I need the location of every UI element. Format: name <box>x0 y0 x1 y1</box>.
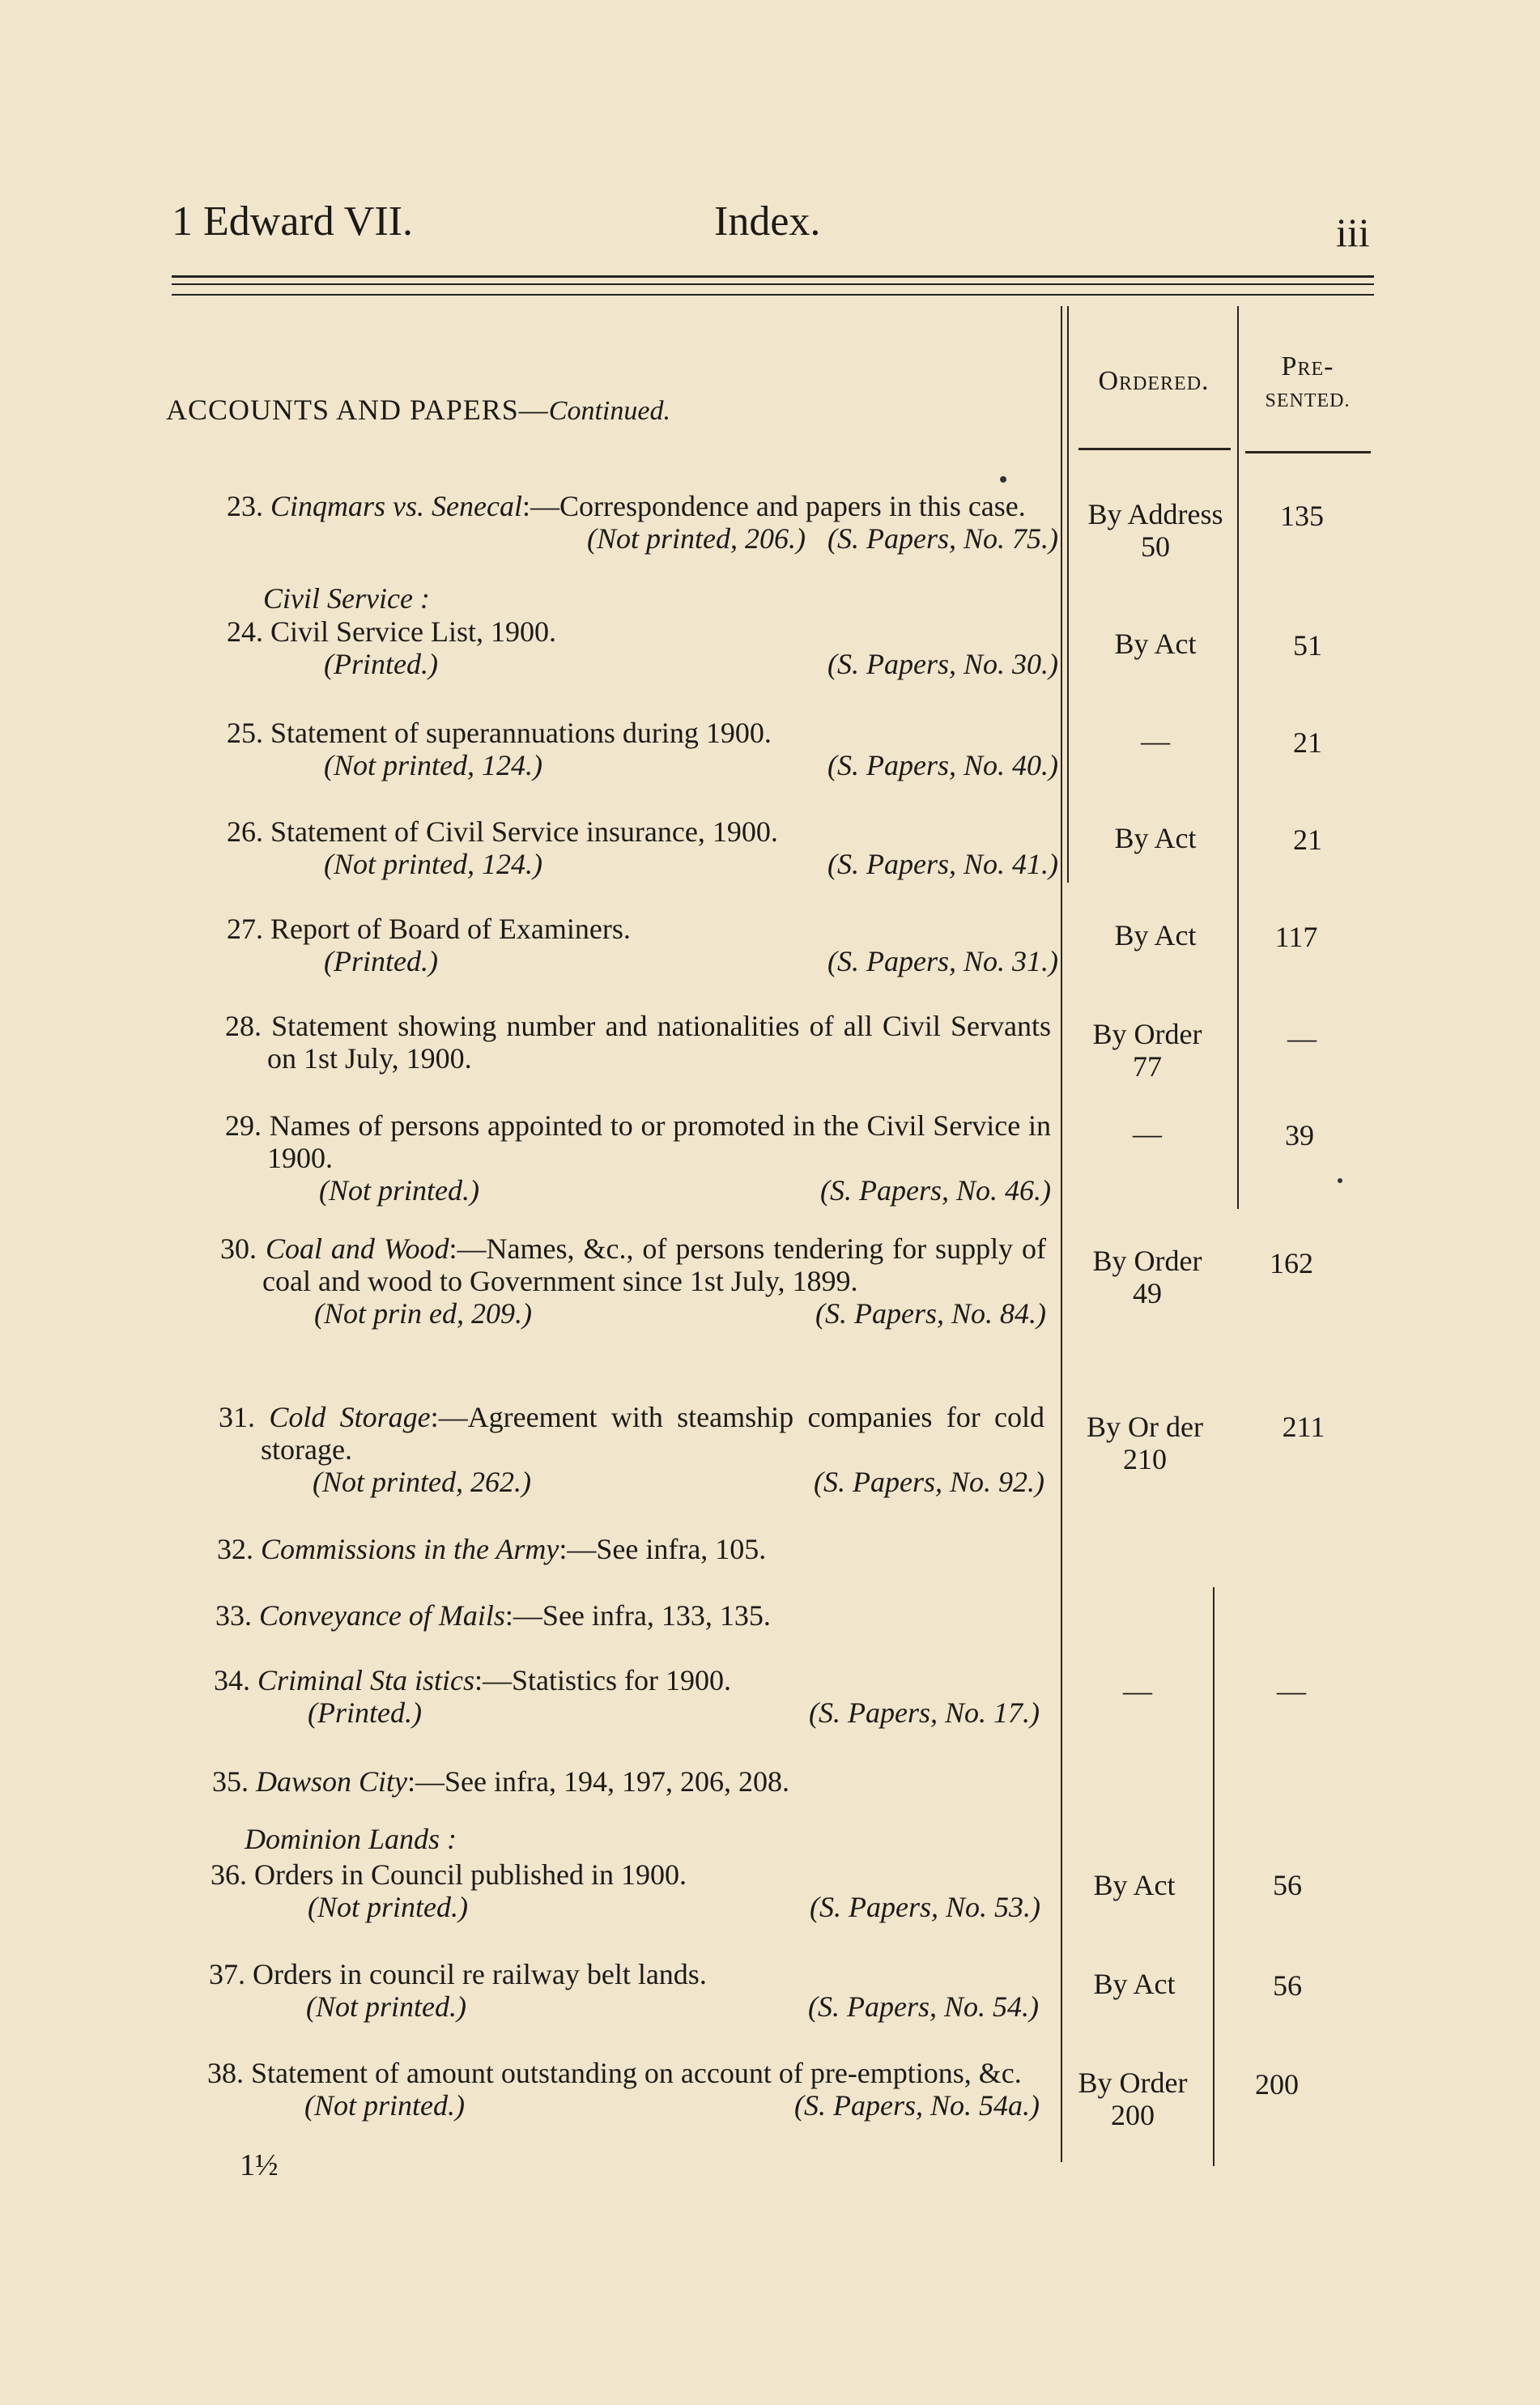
entry-ref-right: (S. Papers, No. 41.) <box>827 848 1058 880</box>
entry-ref-right: (S. Papers, No. 40.) <box>827 749 1058 781</box>
entry-ref-right: (S. Papers, No. 31.) <box>827 945 1058 977</box>
ordered-38: By Order 200 <box>1078 2067 1188 2131</box>
entry-number: 35. <box>212 1765 249 1798</box>
entry-number: 31. <box>219 1401 255 1433</box>
entry-25 <box>227 717 1058 781</box>
entry-23 <box>227 490 1058 522</box>
ordered-37: By Act <box>1093 1968 1176 2000</box>
entry-ref-left: (Not printed, 124.) <box>324 749 542 781</box>
entry-ref-left: (Not printed, 206.) <box>587 522 806 555</box>
entry-italic-title: Commissions in the Army <box>261 1533 559 1565</box>
ordered-26: By Act <box>1114 822 1197 854</box>
presented-25: 21 <box>1293 726 1322 759</box>
header-rule-top <box>172 275 1374 278</box>
header-title: Index. <box>714 198 821 245</box>
entry-text: :—Agreement with steamship companies for cold storage. <box>261 1401 1044 1466</box>
entry-ref-left: (Not prin ed, 209.) <box>314 1297 532 1330</box>
entry-37 <box>209 1958 1039 2023</box>
entry-ref-right: (S. Papers, No. 54.) <box>808 1990 1039 2023</box>
entry-ref-left: (Not printed, 124.) <box>324 848 542 880</box>
presented-27: 117 <box>1274 921 1318 953</box>
entry-text: Orders in Council published in 1900. <box>254 1858 687 1891</box>
entry-number: 37. <box>209 1958 245 1990</box>
ordered-28: By Order 77 <box>1092 1018 1202 1083</box>
entry-text: :—Statistics for 1900. <box>474 1664 732 1696</box>
entry-ref-left: (Not printed.) <box>304 2089 465 2122</box>
entry-number: 33. <box>215 1599 252 1632</box>
header-rule-bottom <box>172 294 1374 296</box>
entry-ref-left: (Not printed, 262.) <box>313 1466 531 1498</box>
ordered-24: By Act <box>1114 628 1197 660</box>
entry-text: :—Names, &c., of persons tendering for supply of coal and wood to Government since 1st July, 1899. <box>262 1232 1047 1297</box>
entry-29 <box>225 1109 1051 1207</box>
entry-text: Report of Board of Examiners. <box>270 913 631 945</box>
entry-text: Statement of superannuations during 1900. <box>270 717 772 749</box>
entry-ref-right: (S. Papers, No. 53.) <box>810 1891 1040 1923</box>
subhead-civil-service: Civil Service : <box>263 582 430 615</box>
ordered-23: By Address 50 <box>1087 498 1223 563</box>
ordered-head-rule <box>1078 448 1231 450</box>
ordered-29: — <box>1133 1117 1162 1150</box>
column-header-presented <box>1243 350 1372 418</box>
presented-36: 56 <box>1273 1869 1302 1901</box>
entry-number: 32. <box>217 1533 253 1565</box>
entry-text: Statement of Civil Service insurance, 1900. <box>270 815 778 848</box>
ordered-36: By Act <box>1093 1869 1176 1901</box>
presented-37: 56 <box>1273 1969 1302 2002</box>
entry-text: Orders in council re railway belt lands. <box>253 1958 707 1990</box>
entry-ref-left: (Not printed.) <box>306 1990 466 2023</box>
entry-text: Civil Service List, 1900. <box>270 615 556 648</box>
section-heading <box>166 393 670 427</box>
presented-29: 39 <box>1285 1119 1314 1151</box>
entry-number: 29. <box>225 1109 262 1142</box>
column-divider-middle-upper <box>1237 306 1239 1209</box>
ordered-34: — <box>1123 1675 1152 1707</box>
entry-ref-left: (Printed.) <box>324 648 438 680</box>
entry-number: 30. <box>220 1232 257 1265</box>
entry-text: :—See infra, 133, 135. <box>504 1599 771 1632</box>
entry-ref-left: (Printed.) <box>308 1696 422 1729</box>
entry-number: 24. <box>227 615 263 648</box>
presented-28: — <box>1287 1022 1317 1054</box>
entry-ref-right: (S. Papers, No. 30.) <box>827 648 1058 680</box>
entry-ref-left: (Printed.) <box>324 945 438 977</box>
entry-ref-right: (S. Papers, No. 54a.) <box>794 2089 1040 2122</box>
entry-italic-title: Dawson City <box>256 1765 408 1798</box>
entry-number: 25. <box>227 717 263 749</box>
column-header-presented-line2: SENTED. <box>1265 390 1351 411</box>
entry-35 <box>212 1765 1038 1798</box>
entry-text: Statement of amount outstanding on account of pre-emptions, &c. <box>251 2057 1022 2089</box>
entry-ref-right: (S. Papers, No. 92.) <box>814 1466 1044 1498</box>
presented-31: 211 <box>1282 1411 1325 1443</box>
entry-text: :—See infra, 105. <box>559 1533 767 1565</box>
entry-number: 26. <box>227 815 263 848</box>
entry-number: 34. <box>214 1664 250 1696</box>
entry-ref-right: (S. Papers, No. 75.) <box>827 522 1058 555</box>
ordered-27: By Act <box>1114 919 1197 951</box>
entry-ref-right: (S. Papers, No. 17.) <box>809 1696 1040 1729</box>
entry-23-refs <box>483 522 1058 555</box>
entry-number: 23. <box>227 490 263 522</box>
section-heading-continued: Continued. <box>548 396 670 426</box>
presented-23: 135 <box>1280 500 1324 532</box>
entry-number: 38. <box>207 2057 244 2089</box>
presented-24: 51 <box>1293 629 1322 662</box>
entry-36 <box>211 1858 1040 1923</box>
entry-number: 28. <box>225 1010 262 1042</box>
entry-ref-left: (Not printed.) <box>319 1174 479 1207</box>
entry-38 <box>207 2057 1040 2122</box>
entry-28 <box>225 1010 1051 1075</box>
print-speck <box>1338 1178 1342 1183</box>
entry-26 <box>227 815 1058 880</box>
entry-italic-title: Coal and Wood <box>265 1232 449 1265</box>
ordered-30: By Order 49 <box>1092 1245 1202 1309</box>
entry-italic-title: Conveyance of Mails <box>259 1599 505 1632</box>
entry-30 <box>220 1232 1046 1330</box>
column-header-ordered-label: Ordered. <box>1098 366 1210 396</box>
presented-38: 200 <box>1255 2068 1299 2101</box>
subhead-dominion-lands: Dominion Lands : <box>245 1823 457 1855</box>
ordered-31: By Or der 210 <box>1087 1411 1203 1475</box>
print-speck <box>1000 476 1006 483</box>
entry-31 <box>219 1401 1044 1498</box>
entry-italic-title: Cold Storage <box>269 1401 431 1433</box>
presented-26: 21 <box>1293 824 1322 856</box>
column-header-presented-line1: Pre- <box>1281 351 1334 381</box>
entry-text: :—Correspondence and papers in this case. <box>521 490 1026 522</box>
entry-number: 27. <box>227 913 263 945</box>
presented-34: — <box>1277 1675 1306 1707</box>
entry-text: Statement showing number and nationalities of all Civil Servants on 1st July, 1900. <box>267 1010 1052 1075</box>
column-header-ordered <box>1069 366 1239 397</box>
entry-italic-title: Cinqmars vs. Senecal <box>270 490 522 522</box>
entry-number: 36. <box>211 1858 247 1891</box>
entry-33 <box>215 1599 1041 1632</box>
presented-30: 162 <box>1270 1247 1313 1279</box>
header-session: 1 Edward VII. <box>172 198 413 245</box>
entry-ref-right: (S. Papers, No. 46.) <box>820 1174 1051 1207</box>
entry-text: :—See infra, 194, 197, 206, 208. <box>407 1765 789 1798</box>
presented-head-rule <box>1245 451 1371 453</box>
header-rule-middle <box>172 283 1374 285</box>
entry-ref-left: (Not printed.) <box>308 1891 468 1923</box>
entry-text: Names of persons appointed to or promoted in the Civil Service in 1900. <box>267 1109 1051 1174</box>
entry-ref-right: (S. Papers, No. 84.) <box>815 1297 1046 1330</box>
header-page-number: iii <box>1336 210 1370 255</box>
entry-32 <box>217 1533 1043 1565</box>
entry-italic-title: Criminal Sta istics <box>257 1664 475 1696</box>
entry-34 <box>214 1664 1040 1729</box>
section-heading-title: ACCOUNTS AND PAPERS— <box>166 394 549 426</box>
entry-27 <box>227 913 1058 977</box>
entry-24 <box>227 615 1058 680</box>
ordered-25: — <box>1141 725 1170 757</box>
signature-mark: 1½ <box>240 2148 279 2182</box>
